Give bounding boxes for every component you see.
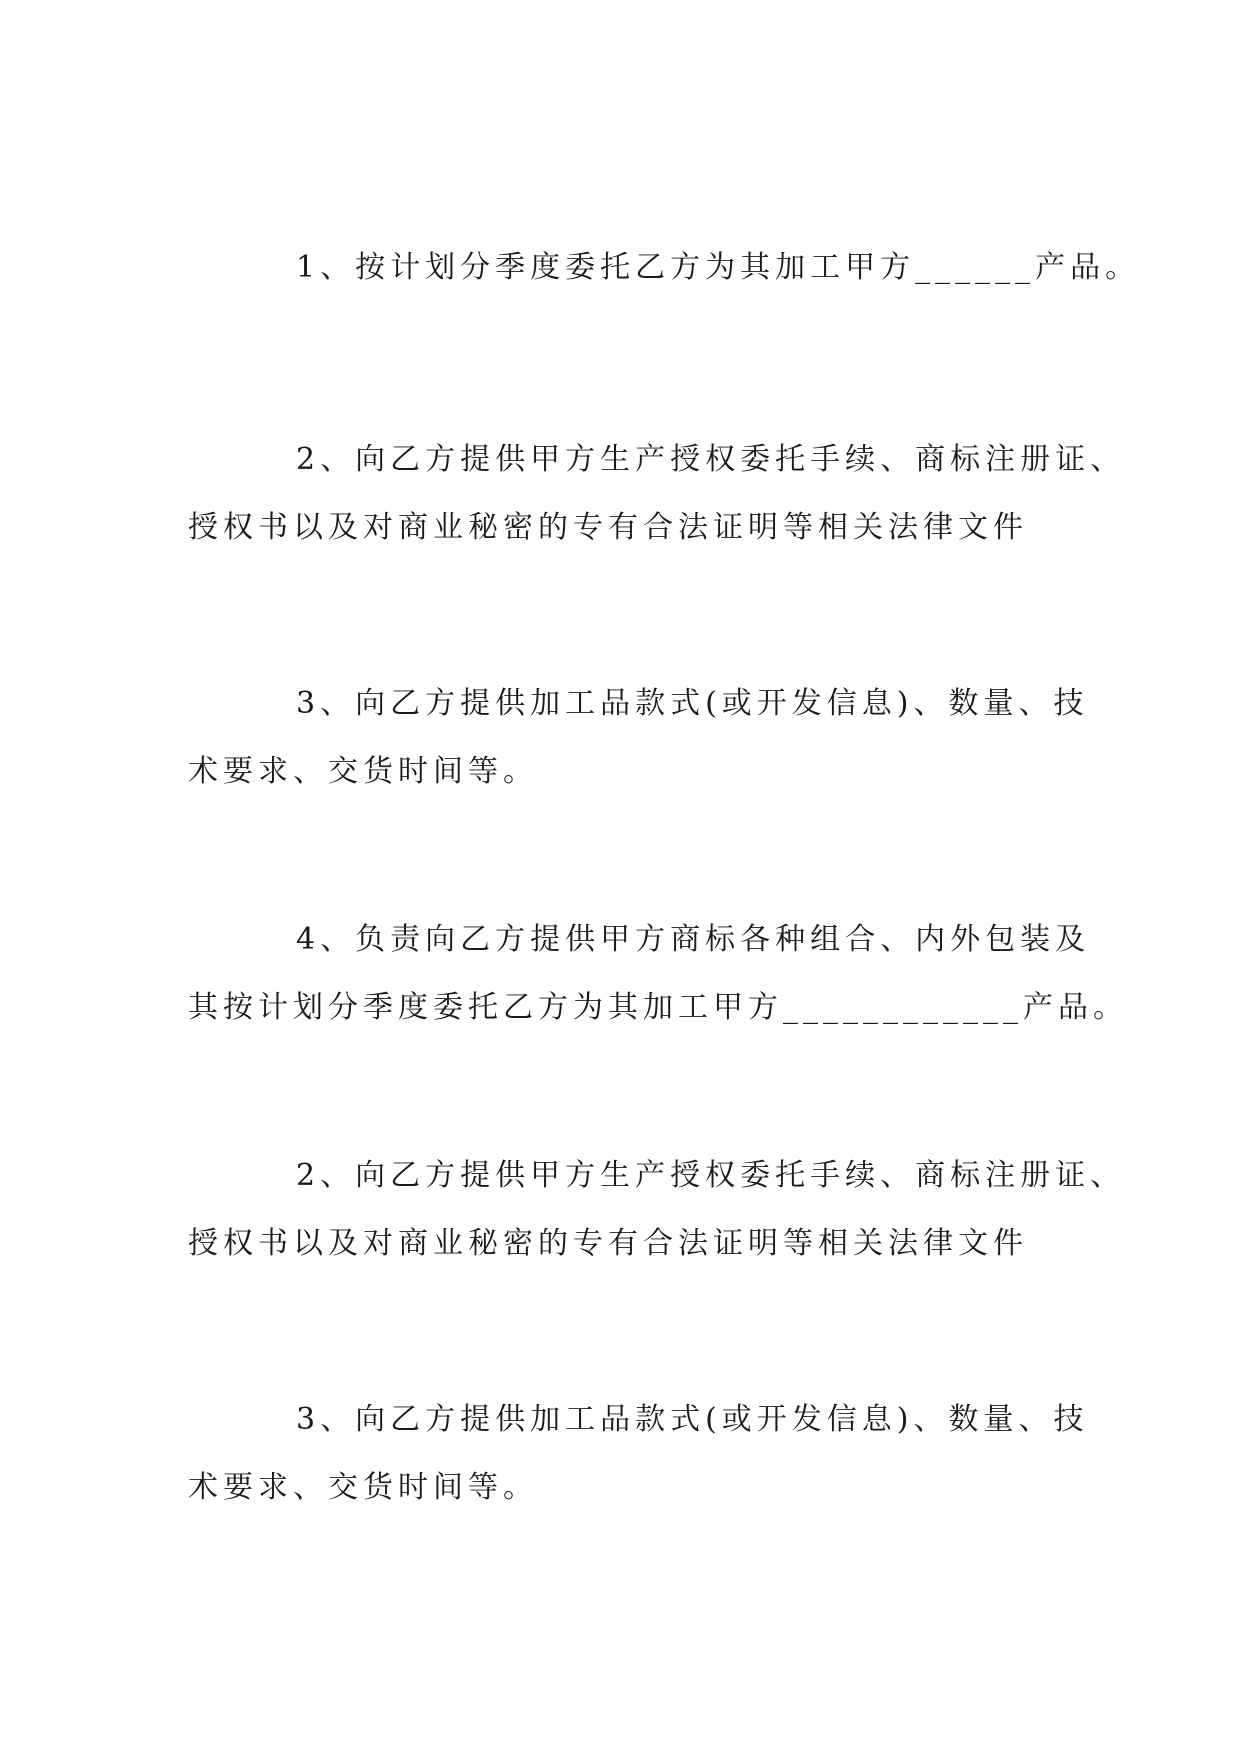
paragraph-2-line-2: 授权书以及对商业秘密的专有合法证明等相关法律文件 <box>188 510 1028 545</box>
paragraph-3-line-1: 3、向乙方提供加工品款式(或开发信息)、数量、技 <box>296 686 1089 721</box>
paragraph-4-line-1: 4、负责向乙方提供甲方商标各种组合、内外包装及 <box>296 922 1091 957</box>
paragraph-4-line-2: 其按计划分季度委托乙方为其加工甲方____________产品。 <box>188 990 1128 1025</box>
paragraph-3-line-2: 术要求、交货时间等。 <box>188 754 538 789</box>
paragraph-6-line-2: 术要求、交货时间等。 <box>188 1470 538 1505</box>
paragraph-2-line-1: 2、向乙方提供甲方生产授权委托手续、商标注册证、 <box>296 442 1126 477</box>
paragraph-6-line-1: 3、向乙方提供加工品款式(或开发信息)、数量、技 <box>296 1402 1089 1437</box>
paragraph-5-line-2: 授权书以及对商业秘密的专有合法证明等相关法律文件 <box>188 1226 1028 1261</box>
paragraph-1-line-1: 1、按计划分季度委托乙方为其加工甲方______产品。 <box>296 250 1141 285</box>
paragraph-5-line-1: 2、向乙方提供甲方生产授权委托手续、商标注册证、 <box>296 1158 1126 1193</box>
